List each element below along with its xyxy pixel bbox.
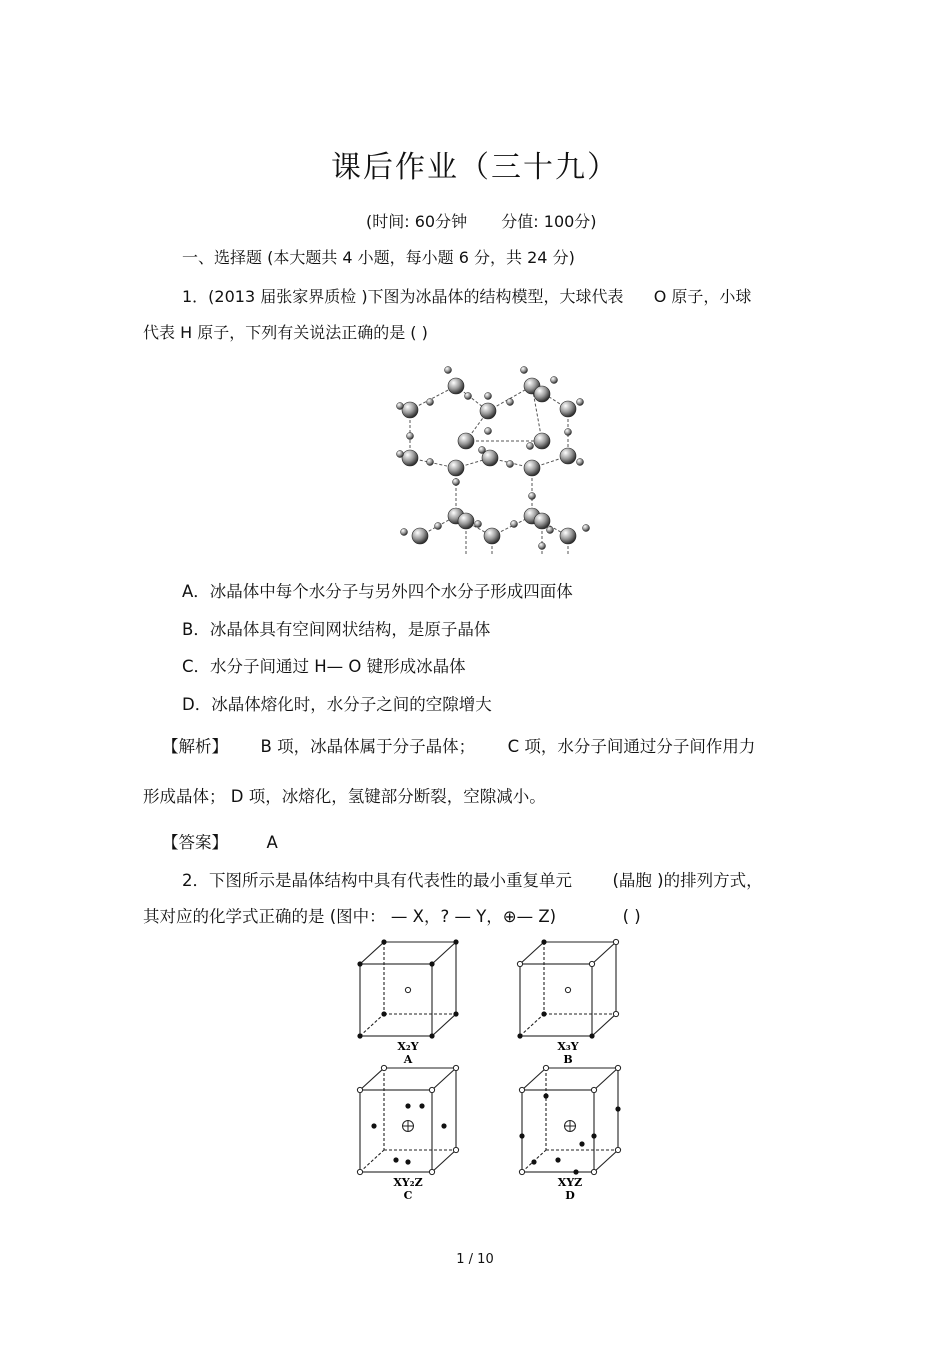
analysis-text-b: C 项，水分子间通过分子间作用力 <box>507 737 756 756</box>
q2-line1 <box>182 870 763 892</box>
analysis-label: 【解析】 <box>162 737 228 756</box>
analysis-text-a: B 项，冰晶体属于分子晶体； <box>260 737 476 756</box>
q2-line1a: 2．下图所示是晶体结构中具有代表性的最小重复单元 <box>182 871 572 890</box>
cell-c-letter: C <box>403 1189 413 1202</box>
cell-b-center-atom <box>565 987 570 992</box>
cell-b-corner-atoms <box>517 939 618 1016</box>
q2-line1b: (晶胞 )的排列方式， <box>612 871 763 890</box>
q1-line2: 代表 H 原子，下列有关说法正确的是 ( ) <box>143 323 428 342</box>
time-text: (时间: 60分钟 <box>366 212 468 231</box>
cell-c-face-atoms <box>371 1103 446 1164</box>
cell-c-formula: XY₂Z <box>393 1176 423 1189</box>
q1-answer <box>162 832 278 854</box>
q1-line1 <box>182 287 751 307</box>
time-info <box>366 212 597 232</box>
cell-b-letter: B <box>563 1053 573 1066</box>
cell-b-dark-atoms <box>517 939 594 1038</box>
q2-line2a: 其对应的化学式正确的是 (图中： — X，? — Y，⊕— Z) <box>143 907 557 926</box>
unit-cell-figure <box>350 934 640 1209</box>
q1-line1a: 1．(2013 届张家界质检 )下图为冰晶体的结构模型，大球代表 <box>182 287 624 306</box>
q1-analysis-line2: 形成晶体； D 项，冰熔化，氢键部分断裂，空隙减小。 <box>143 787 546 806</box>
cell-d-edge-atoms <box>519 1093 620 1174</box>
q1-analysis-line1 <box>162 736 755 758</box>
cell-a-formula: X₂Y <box>397 1040 419 1053</box>
q2-line2b: ( ) <box>622 907 641 926</box>
q1-line1b: O 原子，小球 <box>653 287 752 306</box>
cell-c-oplus-atom <box>403 1121 414 1132</box>
cell-d-letter: D <box>565 1189 575 1202</box>
page-title: 课后作业（三十九） <box>331 150 619 185</box>
page-number: 1 / 10 <box>456 1252 494 1267</box>
q1-option-a: A．冰晶体中每个水分子与另外四个水分子形成四面体 <box>182 582 573 601</box>
cell-a-center-atom <box>405 987 410 992</box>
q1-option-b: B．冰晶体具有空间网状结构，是原子晶体 <box>182 620 491 639</box>
cell-b-formula: X₃Y <box>557 1040 579 1053</box>
cell-a-letter: A <box>403 1053 413 1066</box>
cell-d-oplus-atom <box>565 1121 576 1132</box>
q2-line2 <box>143 906 641 928</box>
cell-d-formula: XYZ <box>557 1176 583 1189</box>
answer-label: 【答案】 <box>162 833 228 852</box>
score-text: 分值: 100分) <box>501 212 597 231</box>
q1-option-d: D．冰晶体熔化时，水分子之间的空隙增大 <box>182 695 492 714</box>
section-heading: 一、选择题 (本大题共 4 小题，每小题 6 分，共 24 分) <box>182 248 575 267</box>
answer-value: A <box>266 833 278 852</box>
q1-option-c: C．水分子间通过 H— O 键形成冰晶体 <box>182 657 466 676</box>
ice-crystal-model-figure <box>390 356 600 561</box>
